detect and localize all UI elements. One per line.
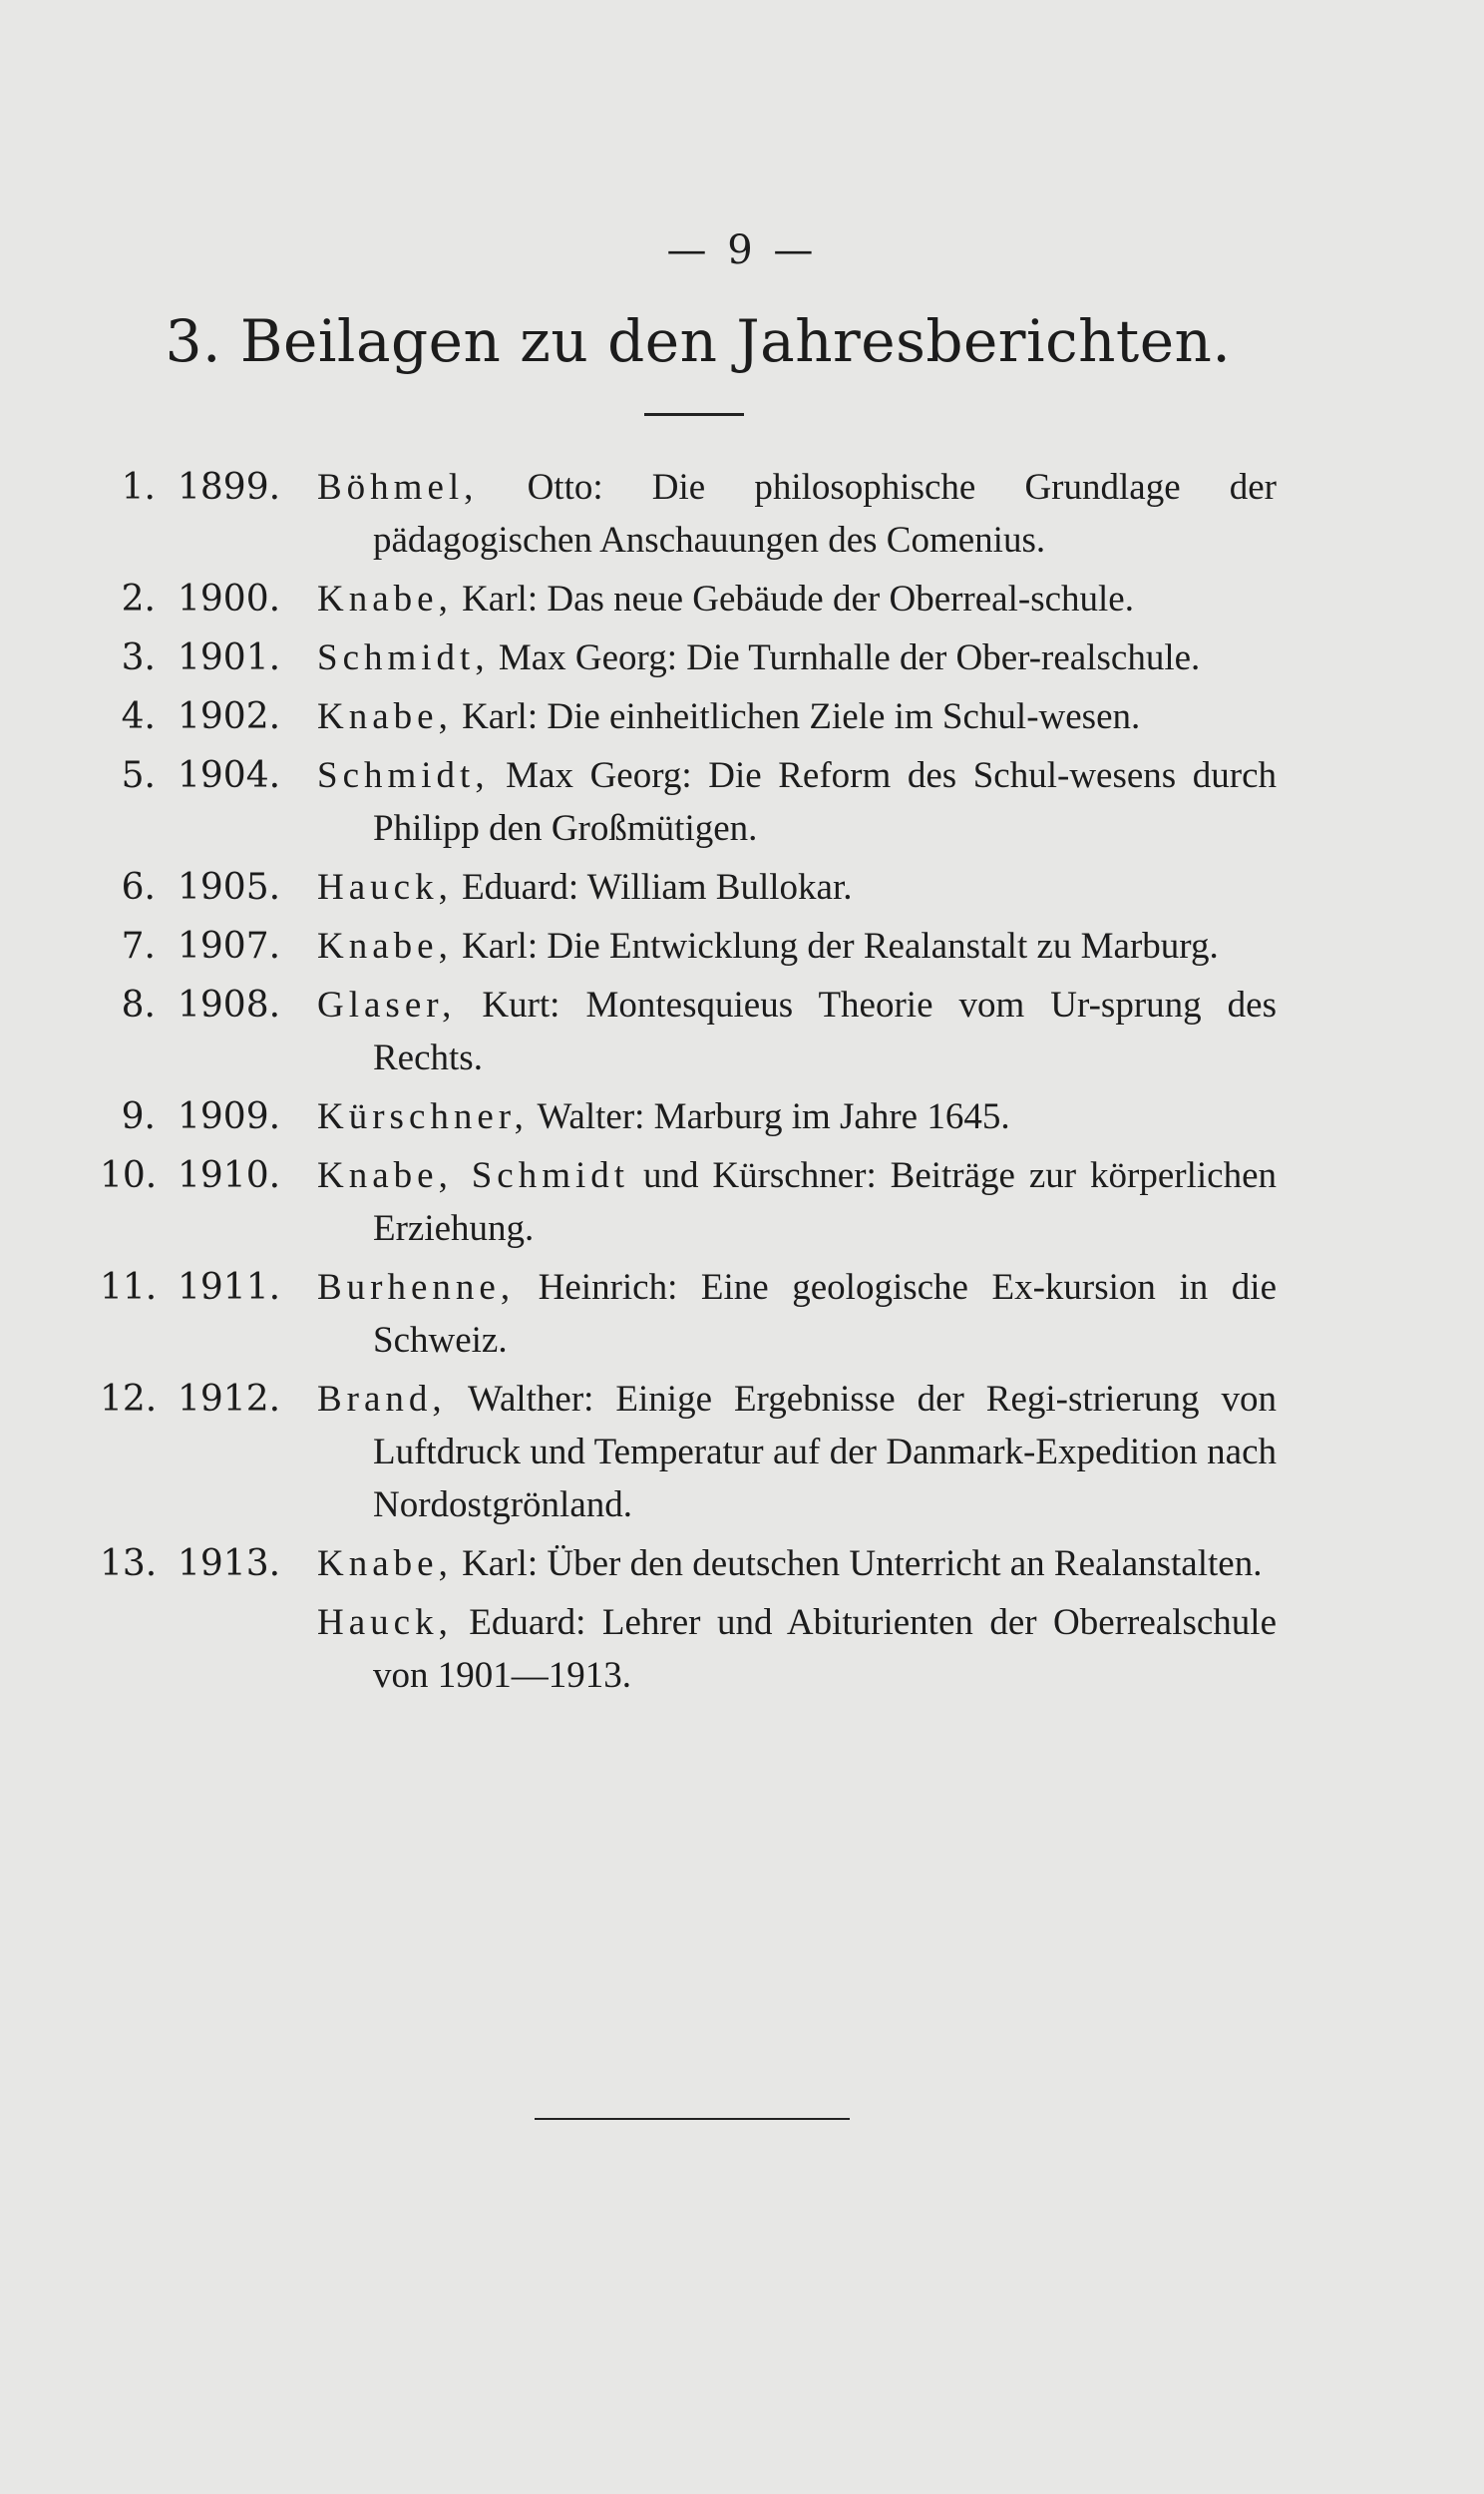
entry-year: 1913.: [178, 1543, 281, 1584]
list-item: [100, 861, 1277, 914]
heading-divider: [644, 413, 744, 416]
entry-text: [317, 461, 1277, 567]
entry-text: [317, 1090, 1277, 1143]
list-item: [100, 690, 1277, 743]
publication-list: [100, 461, 1277, 1708]
entry-number: 3.: [121, 637, 156, 678]
entry-year: 1909.: [178, 1096, 281, 1137]
entry-number: 11.: [100, 1267, 158, 1308]
entry-title: Otto: Die philosophische Grundlage der pädagogischen Anschauungen des Comenius.: [373, 467, 1277, 561]
entry-author: Kürschner,: [317, 1096, 529, 1137]
entry-text: [317, 1149, 1277, 1255]
entry-title: Walter: Marburg im Jahre 1645.: [528, 1096, 1010, 1137]
entry-text: [317, 1261, 1277, 1367]
entry-title: Eduard: William Bullokar.: [452, 867, 853, 908]
entry-title: Karl: Über den deutschen Unterricht an Realanstalten.: [452, 1543, 1263, 1584]
entry-title: und Kürschner: Beiträge zur körperlichen Erziehung.: [373, 1155, 1277, 1249]
entry-text: [317, 690, 1277, 743]
entry-number: 2.: [121, 579, 156, 620]
entry-year: 1901.: [178, 637, 281, 678]
entry-number: 8.: [121, 985, 156, 1026]
entry-number: 12.: [100, 1379, 158, 1420]
entry-author: Knabe,: [317, 926, 453, 967]
entry-author: Knabe, Schmidt: [317, 1155, 630, 1196]
entry-title: Max Georg: Die Turnhalle der Ober-realschule.: [489, 637, 1201, 678]
entry-title: Kurt: Montesquieus Theorie vom Ur-sprung des Rechts.: [373, 985, 1277, 1078]
entry-text: [317, 979, 1277, 1084]
entry-year: 1902.: [178, 696, 281, 737]
entry-number: 9.: [121, 1096, 156, 1137]
entry-text: [317, 631, 1277, 684]
entry-year: 1899.: [178, 467, 281, 508]
entry-text: [317, 920, 1277, 973]
list-item: [100, 1373, 1277, 1531]
entry-text: [317, 1596, 1277, 1702]
list-item: [100, 1090, 1277, 1143]
entry-title: Heinrich: Eine geologische Ex-kursion in die Schweiz.: [373, 1267, 1277, 1361]
entry-author: Hauck,: [317, 1602, 453, 1643]
entry-title: Walther: Einige Ergebnisse der Regi-strierung von Luftdruck und Temperatur auf der Danmark-Expedition nach Nordostgrönland.: [373, 1379, 1277, 1525]
entry-text: [317, 749, 1277, 855]
list-item: [100, 1596, 1277, 1702]
entry-year: 1912.: [178, 1379, 281, 1420]
entry-number: 7.: [121, 926, 156, 967]
entry-year: 1908.: [178, 985, 281, 1026]
closing-divider: [535, 2118, 850, 2120]
entry-title: Eduard: Lehrer und Abiturienten der Oberrealschule von 1901—1913.: [373, 1602, 1277, 1696]
entry-number: 4.: [121, 696, 156, 737]
entry-text: [317, 1537, 1277, 1590]
entry-title: Max Georg: Die Reform des Schul-wesens durch Philipp den Großmütigen.: [373, 755, 1277, 849]
entry-title: Karl: Das neue Gebäude der Oberreal-schule.: [452, 579, 1134, 620]
page-number: — 9 —: [666, 227, 818, 273]
entry-number: 13.: [100, 1543, 158, 1584]
entry-year: 1905.: [178, 867, 281, 908]
entry-number: 10.: [100, 1155, 158, 1196]
list-item: [100, 1261, 1277, 1367]
list-item: [100, 1149, 1277, 1255]
entry-author: Knabe,: [317, 579, 453, 620]
entry-author: Knabe,: [317, 1543, 453, 1584]
entry-author: Hauck,: [317, 867, 453, 908]
entry-author: Burhenne,: [317, 1267, 516, 1308]
entry-year: 1907.: [178, 926, 281, 967]
entry-year: 1910.: [178, 1155, 281, 1196]
list-item: [100, 631, 1277, 684]
entry-year: 1904.: [178, 755, 281, 796]
list-item: [100, 749, 1277, 855]
entry-author: Böhmel,: [317, 467, 479, 508]
entry-number: 5.: [121, 755, 156, 796]
entry-number: 1.: [121, 467, 156, 508]
entry-year: 1911.: [178, 1267, 281, 1308]
entry-author: Knabe,: [317, 696, 453, 737]
entry-text: [317, 1373, 1277, 1531]
entry-author: Glaser,: [317, 985, 457, 1026]
section-heading: 3. Beilagen zu den Jahresberichten.: [165, 307, 1232, 375]
entry-title: Karl: Die Entwicklung der Realanstalt zu Marburg.: [452, 926, 1219, 967]
list-item: [100, 979, 1277, 1084]
entry-author: Brand,: [317, 1379, 447, 1420]
entry-text: [317, 573, 1277, 625]
entry-title: Karl: Die einheitlichen Ziele im Schul-wesen.: [452, 696, 1141, 737]
entry-number: 6.: [121, 867, 156, 908]
list-item: [100, 573, 1277, 625]
list-item: [100, 920, 1277, 973]
entry-year: 1900.: [178, 579, 281, 620]
entry-author: Schmidt,: [317, 755, 490, 796]
entry-text: [317, 861, 1277, 914]
entry-author: Schmidt,: [317, 637, 490, 678]
list-item: [100, 461, 1277, 567]
list-item: [100, 1537, 1277, 1590]
